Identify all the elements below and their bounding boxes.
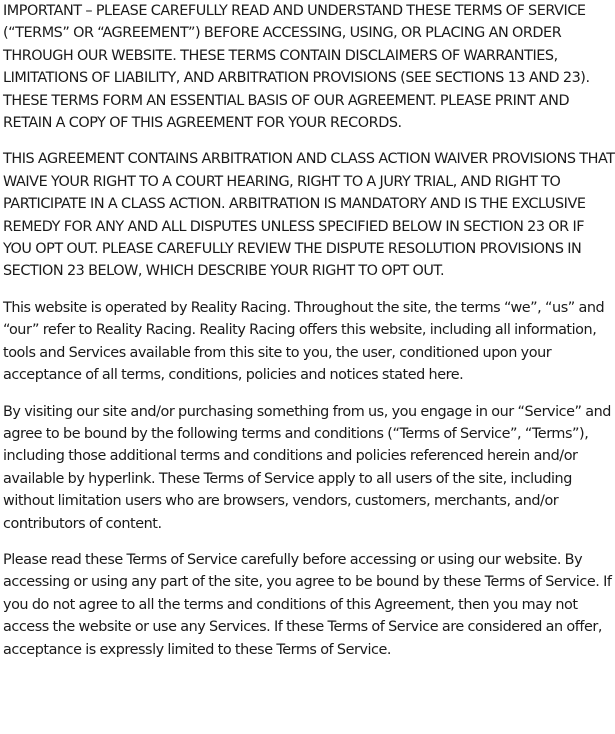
terms-of-service-text: [3, 0, 615, 675]
terms-paragraph-important-notice: IMPORTANT – PLEASE CAREFULLY READ AND UNDERSTAND THESE TERMS OF SERVICE (“TERMS” OR “AGREEMENT”) BEFORE ACCESSING, USING, OR PLACING AN ORDER THROUGH OUR WEBSITE. THESE TERMS CONTAIN DISCLAIMERS OF WARRANTIES, LIMITATIONS OF LIABILITY, AND ARBITRATION PROVISIONS (SEE SECTIONS 13 AND 23). THESE TERMS FORM AN ESSENTIAL BASIS OF OUR AGREEMENT. PLEASE PRINT AND RETAIN A COPY OF THIS AGREEMENT FOR YOUR RECORDS.: [3, 3, 590, 132]
terms-paragraph-operator-intro: This website is operated by Reality Racing. Throughout the site, the terms “we”, “us” and “our” refer to Reality Racing. Reality Racing offers this website, including all information, tools and Services available from this site to you, the user, conditioned upon your acceptance of all terms, conditions, policies and notices stated here.: [3, 299, 605, 384]
terms-paragraph-arbitration-notice: THIS AGREEMENT CONTAINS ARBITRATION AND CLASS ACTION WAIVER PROVISIONS THAT WAIVE YOUR RIGHT TO A COURT HEARING, RIGHT TO A JURY TRIAL, AND RIGHT TO PARTICIPATE IN A CLASS ACTION. ARBITRATION IS MANDATORY AND IS THE EXCLUSIVE REMEDY FOR ANY AND ALL DISPUTES UNLESS SPECIFIED BELOW IN SECTION 23 OR IF YOU OPT OUT. PLEASE CAREFULLY REVIEW THE DISPUTE RESOLUTION PROVISIONS IN SECTION 23 BELOW, WHICH DESCRIBE YOUR RIGHT TO OPT OUT.: [3, 151, 615, 280]
terms-paragraph-read-carefully: Please read these Terms of Service carefully before accessing or using our website. By accessing or using any part of the site, you agree to be bound by these Terms of Service. If you do not agree to all the terms and conditions of this Agreement, then you may not access the website or use any Services. If these Terms of Service are considered an offer, acceptance is expressly limited to these Terms of Service.: [3, 551, 612, 658]
terms-paragraph-agreement-to-terms: By visiting our site and/or purchasing something from us, you engage in our “Service” and agree to be bound by the following terms and conditions (“Terms of Service”, “Terms”), including those additional terms and conditions and policies referenced herein and/or available by hyperlink. These Terms of Service apply to all users of the site, including without limitation users who are browsers, vendors, customers, merchants, and/or contributors of content.: [3, 403, 611, 532]
